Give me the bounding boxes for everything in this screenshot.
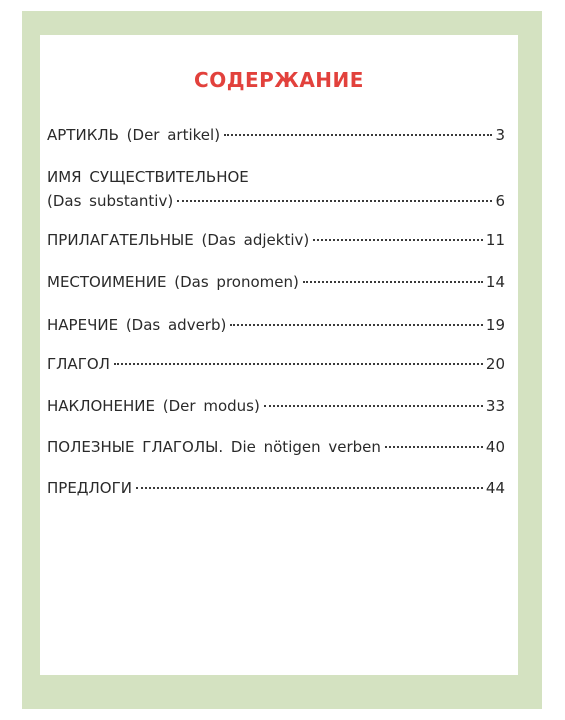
toc-entry-useful-verbs[interactable] [47,438,505,456]
page-title: СОДЕРЖАНИЕ [194,68,364,92]
toc-entry-label: ПОЛЕЗНЫЕ ГЛАГОЛЫ. Die nötigen verben [47,438,381,456]
dot-leader [224,134,492,136]
toc-entry-label: ГЛАГОЛ [47,355,110,373]
toc-page-number: 11 [485,231,505,249]
dot-leader [114,363,483,365]
toc-entry-label: (Das substantiv) [47,192,174,210]
toc-entry-label-line1: ИМЯ СУЩЕСТВИТЕЛЬНОЕ [47,168,249,186]
toc-entry-pronoun[interactable] [47,273,505,291]
toc-entry-label: МЕСТОИМЕНИЕ (Das pronomen) [47,273,299,291]
toc-page-number: 19 [485,316,505,334]
toc-page-number: 6 [495,192,505,210]
toc-entry-prepositions[interactable] [47,479,505,497]
dot-leader [264,405,483,407]
dot-leader [136,487,483,489]
toc-entry-adverb[interactable] [47,316,505,334]
toc-entry-adjective[interactable] [47,231,505,249]
toc-page-number: 3 [495,126,505,144]
dot-leader [230,324,483,326]
toc-entry-verb[interactable] [47,355,505,373]
toc-entry-article[interactable] [47,126,505,144]
dot-leader [385,446,483,448]
dot-leader [313,239,483,241]
toc-entry-substantive[interactable] [47,168,505,210]
dot-leader [303,281,483,283]
toc-entry-label: ПРЕДЛОГИ [47,479,132,497]
toc-entry-mood[interactable] [47,397,505,415]
toc-entry-label: АРТИКЛЬ (Der artikel) [47,126,221,144]
toc-page-number: 20 [485,355,505,373]
toc-page-number: 44 [485,479,505,497]
toc-entry-label: НАКЛОНЕНИЕ (Der modus) [47,397,260,415]
toc-entry-label: ПРИЛАГАТЕЛЬНЫЕ (Das adjektiv) [47,231,310,249]
content-page [40,35,518,675]
toc-entry-label: НАРЕЧИЕ (Das adverb) [47,316,227,334]
toc-page-number: 14 [485,273,505,291]
toc-page-number: 40 [485,438,505,456]
toc-page-number: 33 [485,397,505,415]
dot-leader [177,200,492,202]
